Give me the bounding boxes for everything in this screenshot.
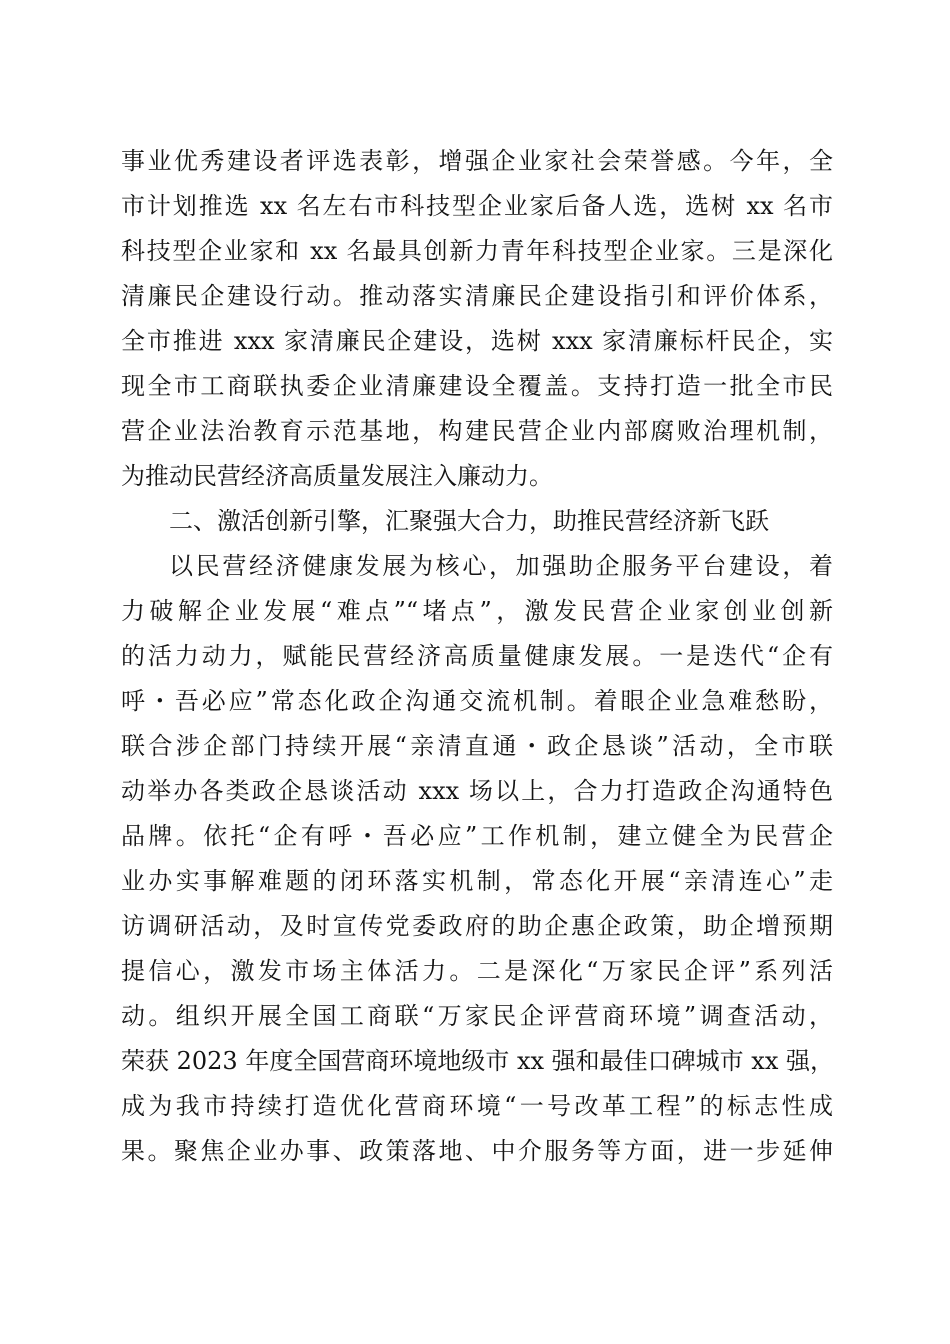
paragraph-line: 全市推进 xxx 家清廉民企建设，选树 xxx 家清廉标杆民企，实 — [121, 327, 833, 355]
paragraph-line: 为推动民营经济高质量发展注入廉动力。 — [121, 462, 553, 490]
paragraph-line: 业办实事解难题的闭环落实机制，常态化开展“亲清连心”走 — [121, 867, 833, 895]
paragraph-line: 动。组织开展全国工商联“万家民企评营商环境”调查活动， — [121, 1002, 833, 1030]
paragraph-line: 营企业法治教育示范基地，构建民营企业内部腐败治理机制， — [121, 417, 833, 445]
paragraph-line: 果。聚焦企业办事、政策落地、中介服务等方面，进一步延伸 — [121, 1137, 833, 1165]
paragraph-line: 科技型企业家和 xx 名最具创新力青年科技型企业家。三是深化 — [121, 237, 833, 265]
paragraph-line: 力破解企业发展“难点”“堵点”，激发民营企业家创业创新 — [121, 597, 833, 625]
section-heading: 二、激活创新引擎，汇聚强大合力，助推民营经济新飞跃 — [169, 507, 769, 535]
paragraph-line: 清廉民企建设行动。推动落实清廉民企建设指引和评价体系， — [121, 282, 833, 310]
paragraph-line: 品牌。依托“企有呼・吾必应”工作机制，建立健全为民营企 — [121, 822, 833, 850]
paragraph-line: 联合涉企部门持续开展“亲清直通・政企恳谈”活动，全市联 — [121, 732, 833, 760]
paragraph-line: 成为我市持续打造优化营商环境“一号改革工程”的标志性成 — [121, 1092, 833, 1120]
paragraph-line: 事业优秀建设者评选表彰，增强企业家社会荣誉感。今年，全 — [121, 147, 833, 175]
paragraph-line: 动举办各类政企恳谈活动 xxx 场以上，合力打造政企沟通特色 — [121, 777, 833, 805]
paragraph-line: 荣获 2023 年度全国营商环境地级市 xx 强和最佳口碑城市 xx 强， — [121, 1047, 834, 1075]
paragraph-line: 访调研活动，及时宣传党委政府的助企惠企政策，助企增预期 — [121, 912, 833, 940]
paragraph-line: 以民营经济健康发展为核心，加强助企服务平台建设，着 — [169, 552, 833, 580]
paragraph-line: 提信心，激发市场主体活力。二是深化“万家民企评”系列活 — [121, 957, 833, 985]
paragraph-line: 呼・吾必应”常态化政企沟通交流机制。着眼企业急难愁盼， — [121, 687, 833, 715]
paragraph-line: 的活力动力，赋能民营经济高质量健康发展。一是迭代“企有 — [121, 642, 833, 670]
paragraph-line: 市计划推选 xx 名左右市科技型企业家后备人选，选树 xx 名市 — [121, 192, 833, 220]
paragraph-line: 现全市工商联执委企业清廉建设全覆盖。支持打造一批全市民 — [121, 372, 833, 400]
